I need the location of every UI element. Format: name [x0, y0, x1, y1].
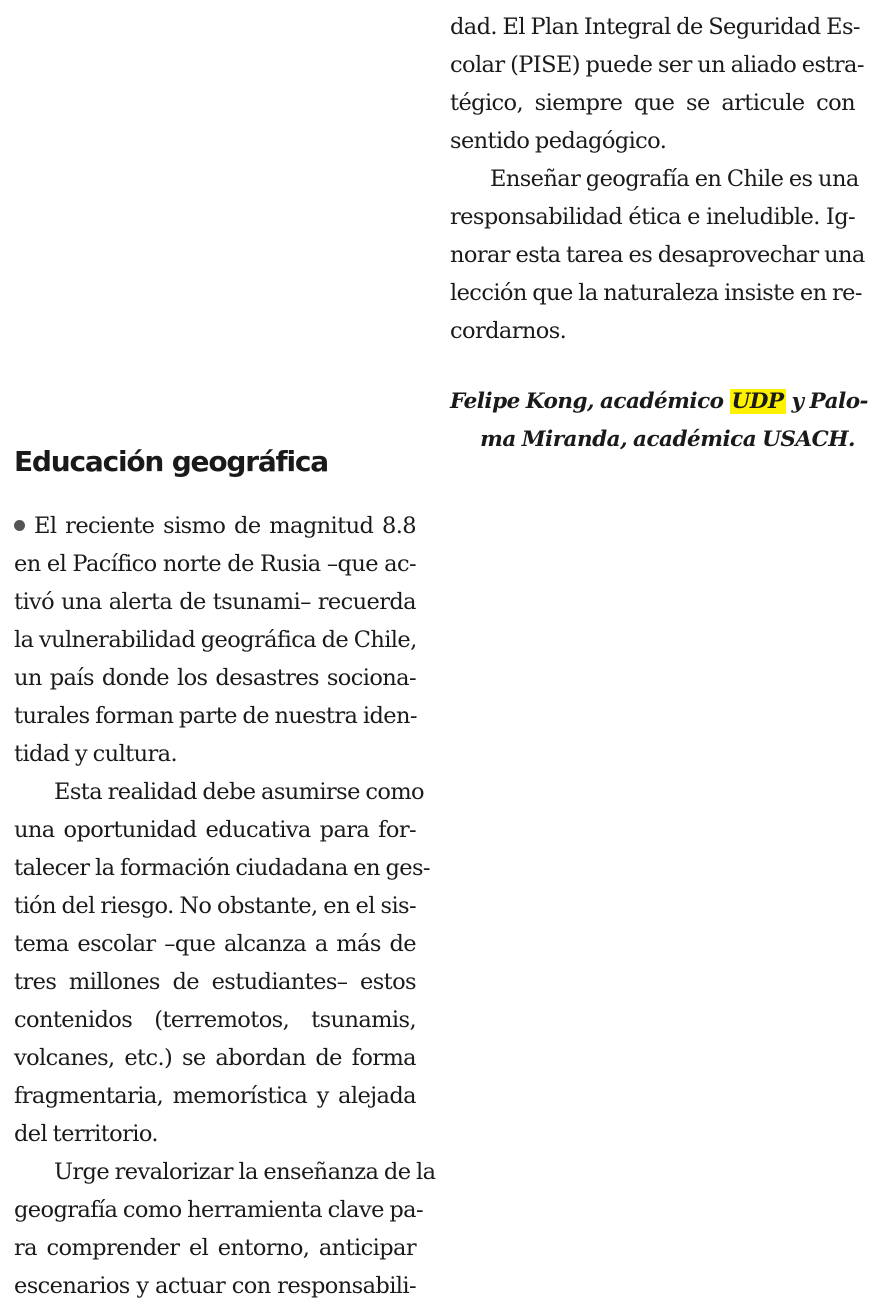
text-line: fragmentaria, memorística y alejada [14, 1083, 416, 1109]
right-paragraph-1 [450, 8, 864, 160]
text-line: responsabilidad ética e ineludible. Ig- [450, 204, 855, 230]
highlighted-institution: UDP [731, 389, 784, 414]
text-line: Esta realidad debe asumirse como [54, 779, 425, 805]
article-headline: Educación geográfica [14, 445, 328, 478]
text-line: escenarios y actuar con responsabili- [14, 1273, 416, 1299]
text-line: turales forman parte de nuestra iden- [14, 703, 417, 729]
bullet-icon [14, 520, 25, 531]
text-line: dad. El Plan Integral de Seguridad Es- [450, 14, 860, 40]
text-line: tres millones de estudiantes– estos [14, 969, 416, 995]
byline-text: Felipe Kong, académico [450, 389, 730, 414]
text-line: una oportunidad educativa para for- [14, 817, 416, 843]
left-paragraph-3 [14, 1153, 436, 1305]
text-line: geografía como herramienta clave pa- [14, 1197, 423, 1223]
text-line: sentido pedagógico. [450, 128, 667, 154]
text-line: colar (PISE) puede ser un aliado estra- [450, 52, 864, 78]
text-line: lección que la naturaleza insiste en re- [450, 280, 862, 306]
text-line: cordarnos. [450, 318, 567, 344]
author-byline [450, 383, 868, 459]
right-column [450, 8, 868, 459]
byline-line-1 [450, 383, 868, 421]
text-line: un país donde los desastres sociona- [14, 665, 416, 691]
text-line: talecer la formación ciudadana en ges- [14, 855, 430, 881]
left-column [14, 442, 436, 1305]
text-line: en el Pacífico norte de Rusia –que ac- [14, 551, 416, 577]
text-line: tidad y cultura. [14, 741, 178, 767]
left-paragraph-1 [14, 507, 416, 773]
text-line: del territorio. [14, 1121, 158, 1147]
text-line: Urge revalorizar la enseñanza de la [54, 1159, 436, 1185]
byline-line-2: ma Miranda, académica USACH. [480, 427, 855, 452]
text-line: contenidos (terremotos, tsunamis, [14, 1007, 416, 1033]
left-paragraph-2 [14, 773, 430, 1153]
text-line: tión del riesgo. No obstante, en el sis- [14, 893, 416, 919]
text-line: volcanes, etc.) se abordan de forma [14, 1045, 416, 1071]
first-line-text: El reciente sismo de magnitud 8.8 [34, 513, 416, 539]
right-paragraph-2 [450, 160, 865, 350]
text-line [14, 507, 416, 545]
text-line: norar esta tarea es desaprovechar una [450, 242, 865, 268]
text-line: Enseñar geografía en Chile es una [490, 166, 859, 192]
text-line: tivó una alerta de tsunami– recuerda [14, 589, 416, 615]
text-line: tégico, siempre que se articule con [450, 90, 855, 116]
text-line: ra comprender el entorno, anticipar [14, 1235, 416, 1261]
text-line: la vulnerabilidad geográfica de Chile, [14, 627, 417, 653]
byline-text: y Palo- [785, 389, 868, 414]
text-line: tema escolar –que alcanza a más de [14, 931, 416, 957]
